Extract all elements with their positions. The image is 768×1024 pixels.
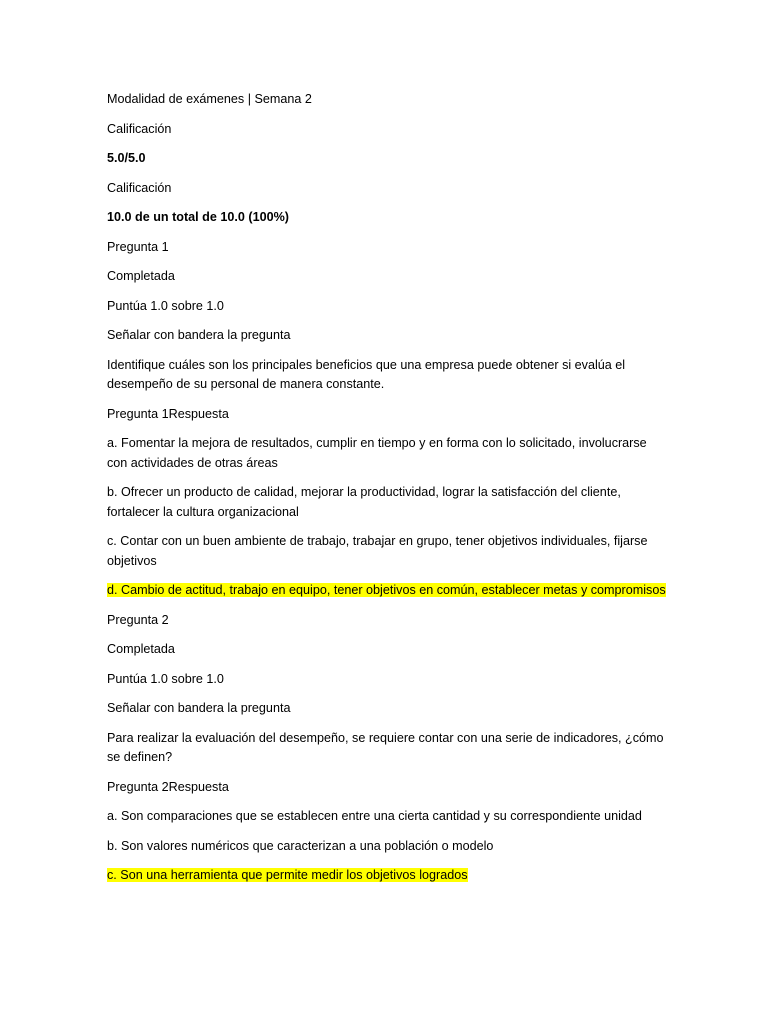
question-number: Pregunta 2 xyxy=(107,612,169,627)
grade-total: 10.0 de un total de 10.0 (100%) xyxy=(107,210,289,224)
answer-option-b: b. Ofrecer un producto de calidad, mejorar la productividad, lograr la satisfacción del cliente, fortalecer la cultura organizacional xyxy=(107,485,621,519)
question-status: Completada xyxy=(107,269,175,283)
answer-option-c: c. Contar con un buen ambiente de trabajo, trabajar en grupo, tener objetivos individuales, fijarse objetivos xyxy=(107,534,648,568)
answer-option-b: b. Son valores numéricos que caracterizan a una población o modelo xyxy=(107,838,494,853)
answer-label: Pregunta 1Respuesta xyxy=(107,406,229,421)
grade-label: Calificación xyxy=(107,121,172,136)
flag-question-link: Señalar con bandera la pregunta xyxy=(107,701,291,715)
question-number: Pregunta 1 xyxy=(107,239,169,254)
document-title: Modalidad de exámenes | Semana 2 xyxy=(107,92,312,106)
answer-label: Pregunta 2Respuesta xyxy=(107,779,229,794)
answer-option-d-highlighted xyxy=(107,581,667,601)
question-text: Para realizar la evaluación del desempeño, se requiere contar con una serie de indicadores, ¿cómo se definen? xyxy=(107,730,664,764)
question-score: Puntúa 1.0 sobre 1.0 xyxy=(107,671,224,686)
question-status: Completada xyxy=(107,642,175,656)
grade-label: Calificación xyxy=(107,180,172,195)
highlighted-answer: c. Son una herramienta que permite medir los objetivos logrados xyxy=(107,868,468,882)
highlighted-answer: d. Cambio de actitud, trabajo en equipo, tener objetivos en común, establecer metas y compromisos xyxy=(107,583,666,597)
answer-option-c-highlighted xyxy=(107,866,667,886)
answer-option-a: a. Fomentar la mejora de resultados, cumplir en tiempo y en forma con lo solicitado, involucrarse con actividades de otras áreas xyxy=(107,436,647,470)
grade-value: 5.0/5.0 xyxy=(107,151,146,165)
question-text: Identifique cuáles son los principales beneficios que una empresa puede obtener si evalúa el desempeño de su personal de manera constante. xyxy=(107,357,626,391)
question-score: Puntúa 1.0 sobre 1.0 xyxy=(107,298,224,313)
document-page xyxy=(107,90,667,896)
answer-option-a: a. Son comparaciones que se establecen entre una cierta cantidad y su correspondiente unidad xyxy=(107,809,642,823)
flag-question-link: Señalar con bandera la pregunta xyxy=(107,328,291,342)
